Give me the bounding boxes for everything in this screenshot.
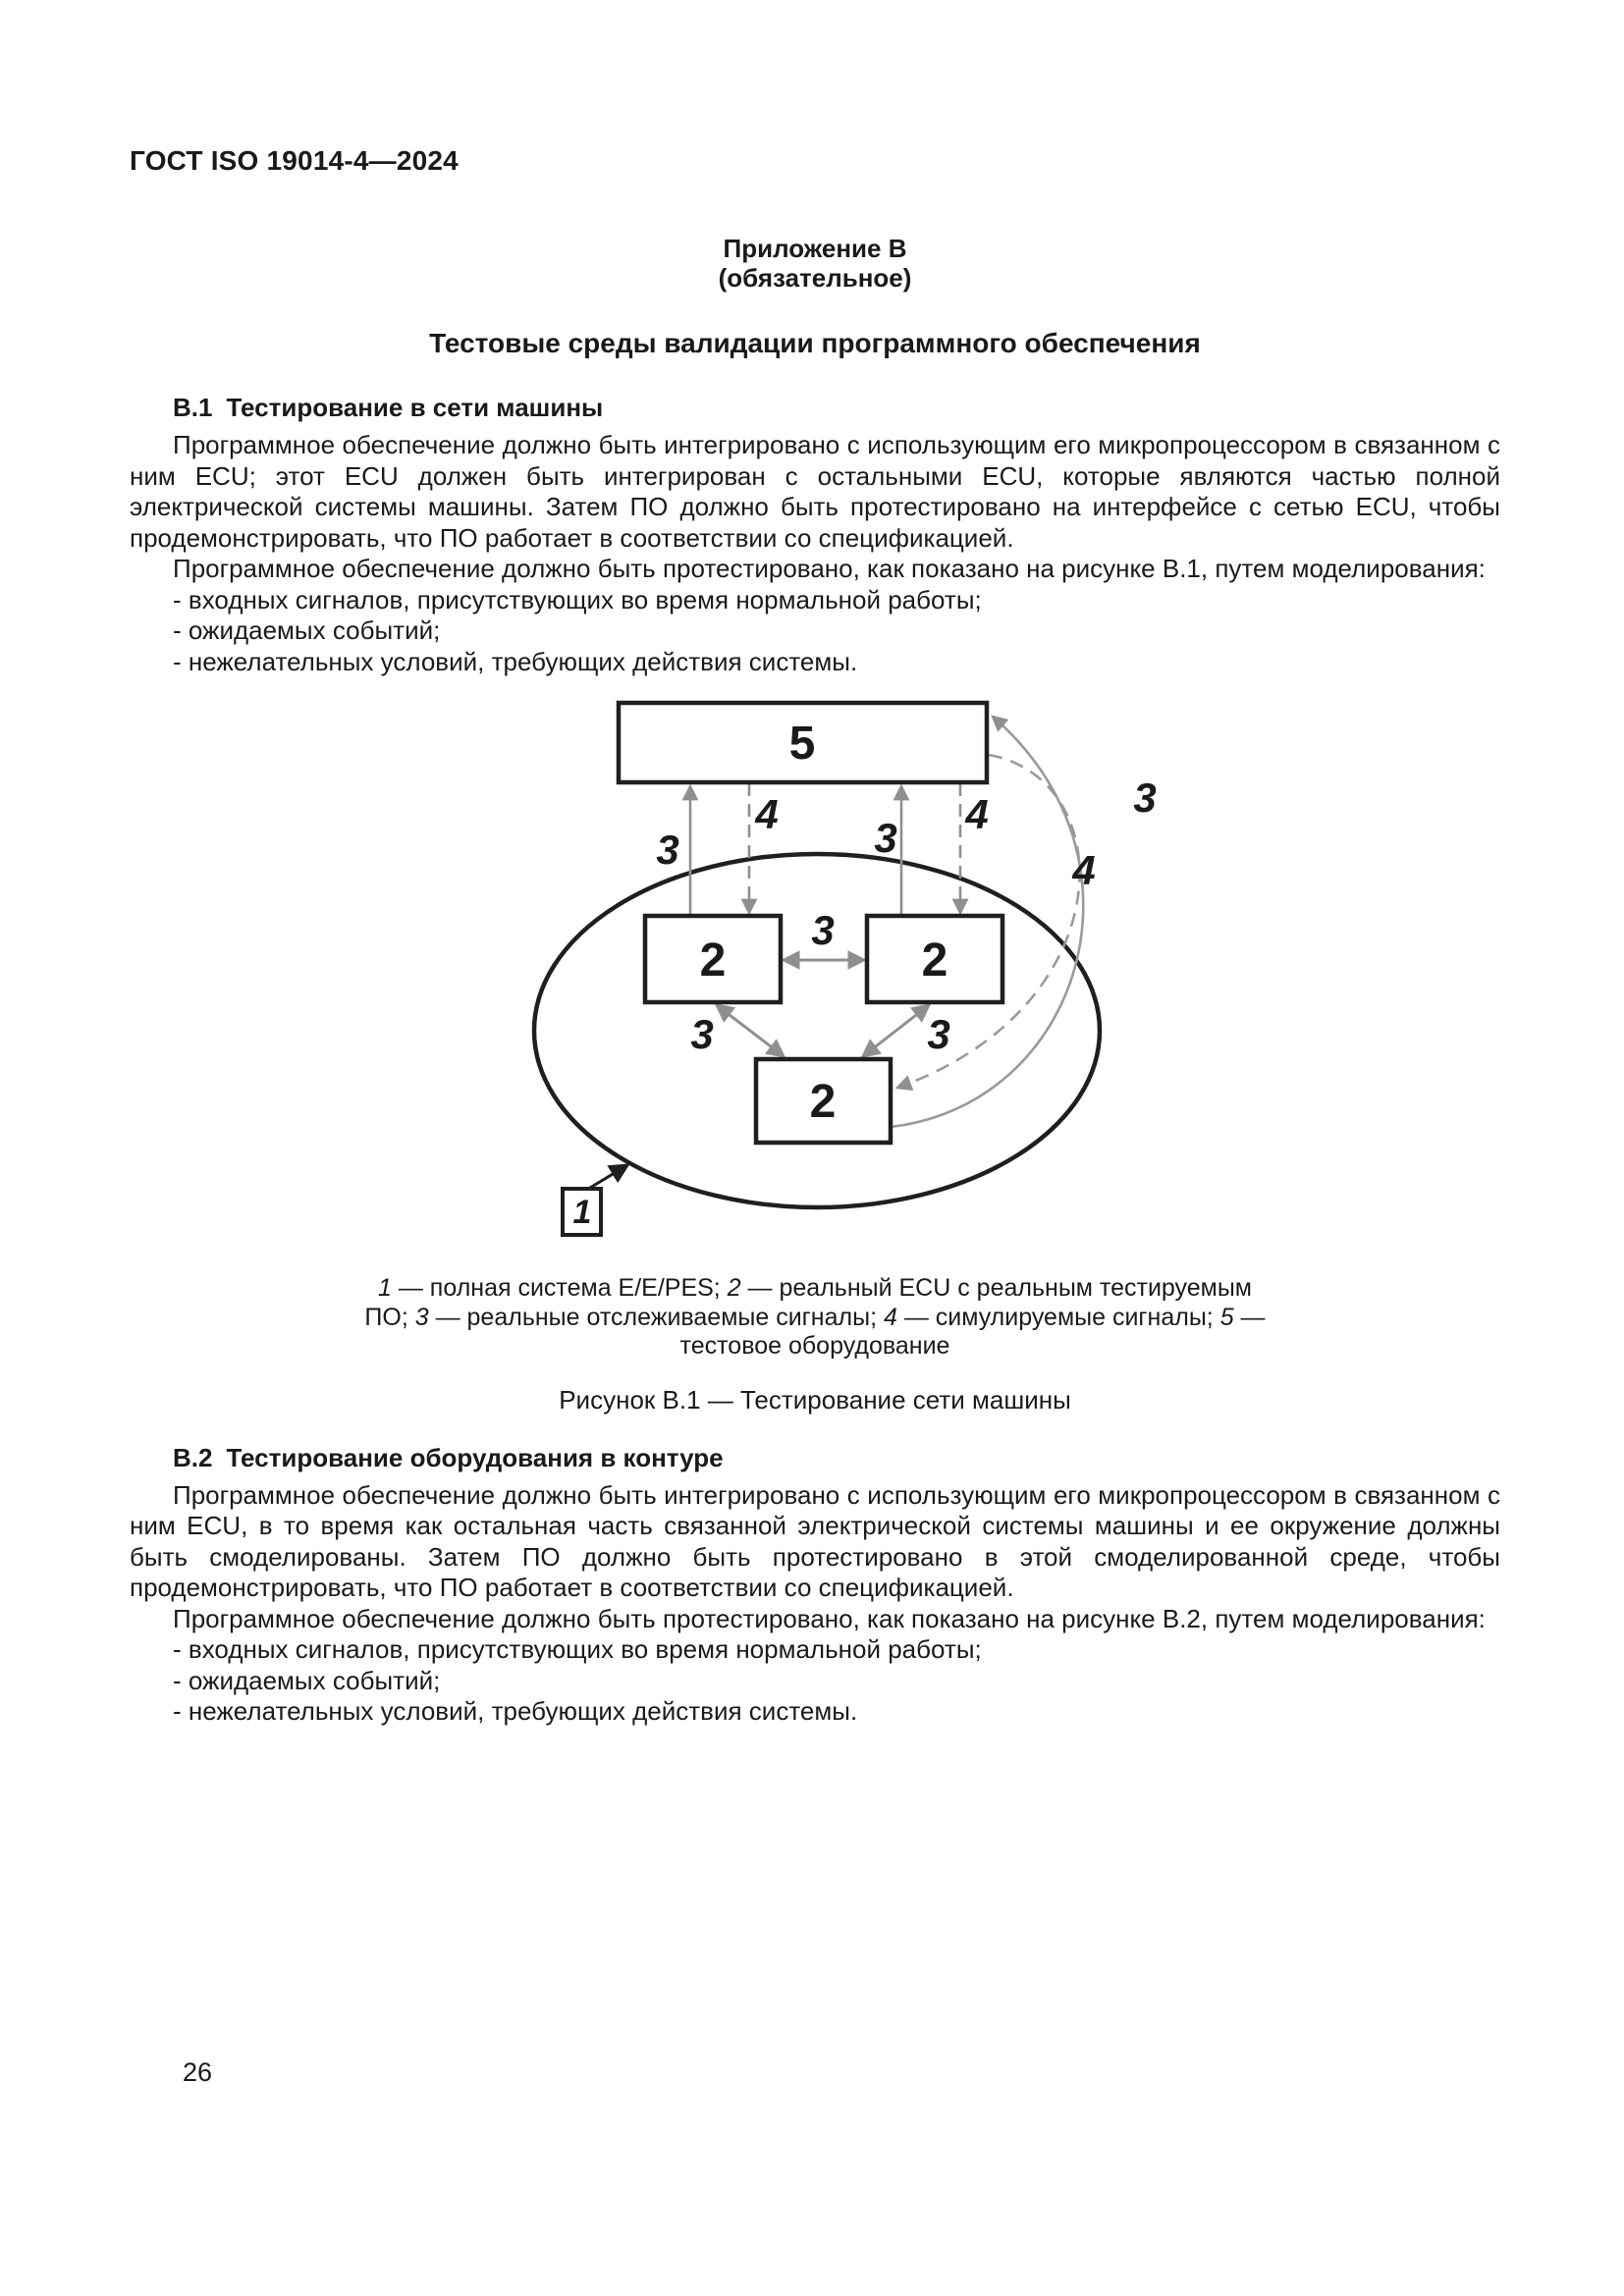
appendix-label: Приложение В bbox=[723, 234, 907, 263]
legend-num-5: 5 bbox=[1219, 1303, 1234, 1331]
figure-b1-caption: Рисунок В.1 — Тестирование сети машины bbox=[559, 1384, 1071, 1415]
test-equipment-label: 5 bbox=[788, 718, 816, 770]
b2-list-item-2: - ожидаемых событий; bbox=[173, 1665, 441, 1695]
section-b1-number: В.1 bbox=[173, 393, 213, 422]
legend-text-3: — реальные отслеживаемые сигналы; bbox=[428, 1303, 884, 1331]
legend-num-2: 2 bbox=[727, 1274, 741, 1302]
simulated-signal-label-curve: 4 bbox=[1072, 847, 1096, 893]
b2-list-item-1: - входных сигналов, присутствующих во время нормальной работы; bbox=[173, 1634, 982, 1664]
b2-list bbox=[130, 1634, 1500, 1728]
legend-text-5: — тестовое оборудование bbox=[679, 1303, 1266, 1360]
figure-b1-diagram bbox=[373, 683, 1257, 1253]
section-b2-title: Тестирование оборудования в контуре bbox=[226, 1442, 724, 1472]
b1-list-item-2: - ожидаемых событий; bbox=[173, 615, 441, 645]
network-test-diagram bbox=[373, 683, 1257, 1253]
b1-list-item-1: - входных сигналов, присутствующих во время нормальной работы; bbox=[173, 584, 982, 614]
figure-b1-legend bbox=[363, 1274, 1267, 1362]
ecu-box-left-label: 2 bbox=[699, 934, 727, 987]
b2-list-item-3: - нежелательных условий, требующих действия системы. bbox=[173, 1696, 858, 1726]
ecu-box-bottom-label: 2 bbox=[809, 1076, 837, 1128]
legend-text-4: — симулируемые сигналы; bbox=[896, 1303, 1220, 1331]
legend-text-2: — реальный ECU с реальным тестируемым ПО; bbox=[364, 1274, 1252, 1331]
real-signal-label-right: 3 bbox=[874, 815, 897, 861]
legend-text-1: — полная система E/E/PES; bbox=[391, 1274, 728, 1302]
legend-num-1: 1 bbox=[378, 1274, 392, 1302]
real-signal-label-curve: 3 bbox=[1133, 774, 1157, 821]
appendix-title: Тестовые среды валидации программного обеспечения bbox=[429, 328, 1201, 358]
network-signal-label-diag-right: 3 bbox=[927, 1011, 950, 1057]
legend-num-4: 4 bbox=[883, 1303, 897, 1331]
b1-paragraph-2: Программное обеспечение должно быть протестировано, как показано на рисунке В.1, путем моделирования: bbox=[173, 554, 1486, 583]
network-signal-label-middle: 3 bbox=[811, 907, 835, 953]
simulated-signal-label-right: 4 bbox=[965, 791, 989, 837]
section-b2-heading bbox=[173, 1443, 1500, 1473]
standard-designation: ГОСТ ISO 19014-4—2024 bbox=[130, 145, 459, 176]
b1-list bbox=[130, 585, 1500, 678]
ecu-box-right-label: 2 bbox=[921, 934, 948, 987]
appendix-obligation: (обязательное) bbox=[718, 263, 912, 293]
system-callout-label: 1 bbox=[572, 1194, 592, 1231]
b1-paragraph-1: Программное обеспечение должно быть интегрировано с использующим его микропроцессором в связанном с ним ECU; этот ECU должен быть интегрирован с остальными ECU, которые являются частью полной электрической системы машины. Затем ПО должно быть протестировано на интерфейсе с сетью ECU, чтобы продемонстрировать, что ПО работает в соответствии со спецификацией. bbox=[130, 430, 1500, 553]
simulated-signal-label-left: 4 bbox=[755, 791, 779, 837]
page-number: 26 bbox=[183, 2057, 213, 2087]
network-signal-label-diag-left: 3 bbox=[690, 1011, 714, 1057]
b2-paragraph-1: Программное обеспечение должно быть интегрировано с использующим его микропроцессором в связанном с ним ECU, в то время как остальная часть связанной электрической системы машины и ее окружение должны быть смоделированы. Затем ПО должно быть протестировано в этой смоделированной среде, чтобы продемонстрировать, что ПО работает в соответствии со спецификацией. bbox=[130, 1479, 1500, 1602]
b1-list-item-3: - нежелательных условий, требующих действия системы. bbox=[173, 646, 858, 676]
real-signal-label-left: 3 bbox=[656, 827, 679, 873]
section-b1-heading bbox=[173, 393, 1500, 423]
section-b2-number: В.2 bbox=[173, 1442, 213, 1472]
b2-paragraph-2: Программное обеспечение должно быть протестировано, как показано на рисунке В.2, путем моделирования: bbox=[173, 1603, 1486, 1633]
ecu-link-diagonal-left bbox=[717, 1005, 784, 1056]
legend-num-3: 3 bbox=[414, 1303, 429, 1331]
ecu-link-diagonal-right bbox=[863, 1005, 929, 1056]
section-b1-title: Тестирование в сети машины bbox=[226, 393, 604, 422]
